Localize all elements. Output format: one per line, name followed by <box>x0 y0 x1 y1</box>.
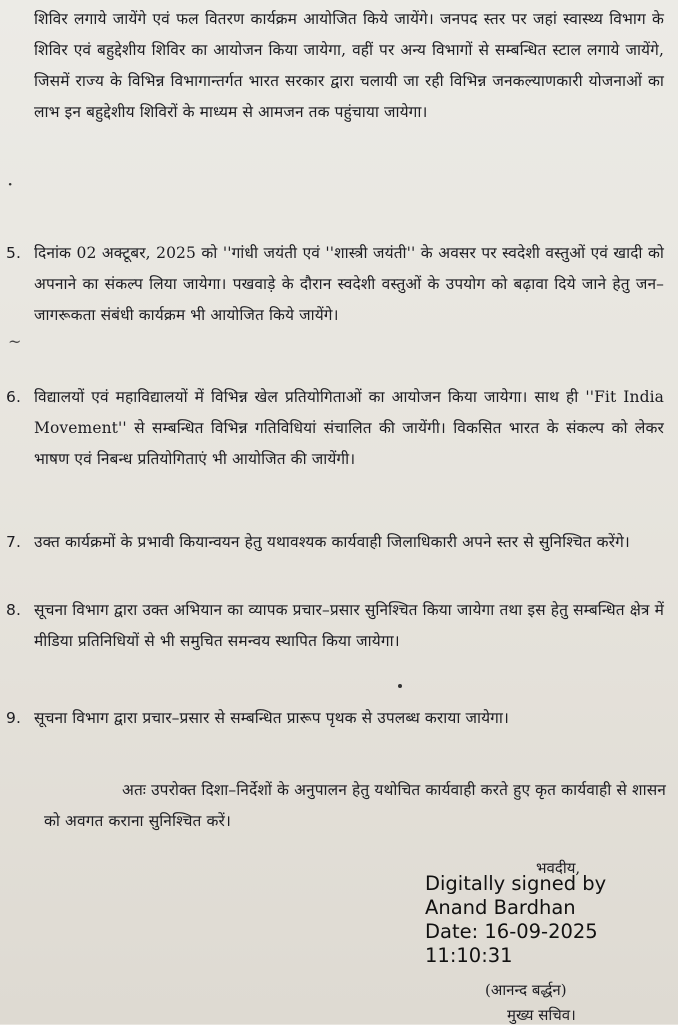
item-9-paragraph <box>6 703 664 734</box>
item-text: दिनांक 02 अक्टूबर, 2025 को ''गांधी जयंती एवं ''शास्त्री जयंती'' के अवसर पर स्वदेशी वस्तुओं एवं खादी को अपनाने का संकल्प लिया जायेगा। पखवाड़े के दौरान स्वदेशी वस्तुओं के उपयोग को बढ़ावा दिये जाने हेतु जन–जागरूकता संबंधी कार्यक्रम भी आयोजित किये जायेंगे। <box>34 244 664 324</box>
margin-dot-mark: · <box>7 172 14 196</box>
signatory-designation: मुख्य सचिव। <box>507 1006 576 1024</box>
item-number: 7. <box>6 533 21 551</box>
item-5-paragraph <box>6 238 664 331</box>
digital-signature-line: Digitally signed by <box>425 872 607 895</box>
item-number: 9. <box>6 709 21 727</box>
item-text: सूचना विभाग द्वारा उक्त अभियान का व्यापक प्रचार–प्रसार सुनिश्चित किया जायेगा तथा इस हेतु सम्बन्धित क्षेत्र में मीडिया प्रतिनिधियों से भी समुचित समन्वय स्थापित किया जायेगा। <box>34 601 664 650</box>
item-text: सूचना विभाग द्वारा प्रचार–प्रसार से सम्बन्धित प्रारूप पृथक से उपलब्ध कराया जायेगा। <box>34 709 509 727</box>
intro-paragraph: शिविर लगाये जायेंगे एवं फल वितरण कार्यक्रम आयोजित किये जायेंगे। जनपद स्तर पर जहां स्वास्थ्य विभाग के शिविर एवं बहुद्देशीय शिविर का आयोजन किया जायेगा, वहीं पर अन्य विभागों से सम्बन्धित स्टाल लगाये जायेंगे, जिसमें राज्य के विभिन्न विभागान्तर्गत भारत सरकार द्वारा चलायी जा रही विभिन्न जनकल्याणकारी योजनाओं का लाभ इन बहुद्देशीय शिविरों के माध्यम से आमजन तक पहुंचाया जायेगा। <box>34 10 664 121</box>
item-7-paragraph <box>6 527 664 558</box>
item-number: 8. <box>6 601 21 619</box>
valediction: भवदीय, <box>536 859 581 877</box>
digital-signature-signer: Anand Bardhan <box>425 896 576 919</box>
closing-paragraph: अतः उपरोक्त दिशा–निर्देशों के अनुपालन हेतु यथोचित कार्यवाही करते हुए कृत कार्यवाही से शासन को अवगत कराना सुनिश्चित करें। <box>44 781 666 830</box>
item-text: विद्यालयों एवं महाविद्यालयों में विभिन्न खेल प्रतियोगिताओं का आयोजन किया जायेगा। साथ ही ''Fit India Movement'' से सम्बन्धित विभिन्न गतिविधियां संचालित की जायेंगी। विकसित भारत के संकल्प को लेकर भाषण एवं निबन्ध प्रतियोगिताएं भी आयोजित की जायेंगी। <box>34 388 664 468</box>
signatory-name: (आनन्द बर्द्धन) <box>485 981 567 999</box>
item-number: 5. <box>6 244 21 262</box>
item-text: उक्त कार्यक्रमों के प्रभावी कियान्वयन हेतु यथावश्यक कार्यवाही जिलाधिकारी अपने स्तर से सुनिश्चित करेंगे। <box>34 533 630 551</box>
digital-signature-time: 11:10:31 <box>425 944 513 967</box>
margin-pen-mark: ~ <box>8 332 22 351</box>
digital-signature-date: Date: 16-09-2025 <box>425 920 598 943</box>
digital-signature-block <box>425 872 675 968</box>
item-6-paragraph <box>6 382 664 475</box>
item-8-paragraph <box>6 595 664 657</box>
item-number: 6. <box>6 388 21 406</box>
ink-dot-mark <box>398 684 402 688</box>
